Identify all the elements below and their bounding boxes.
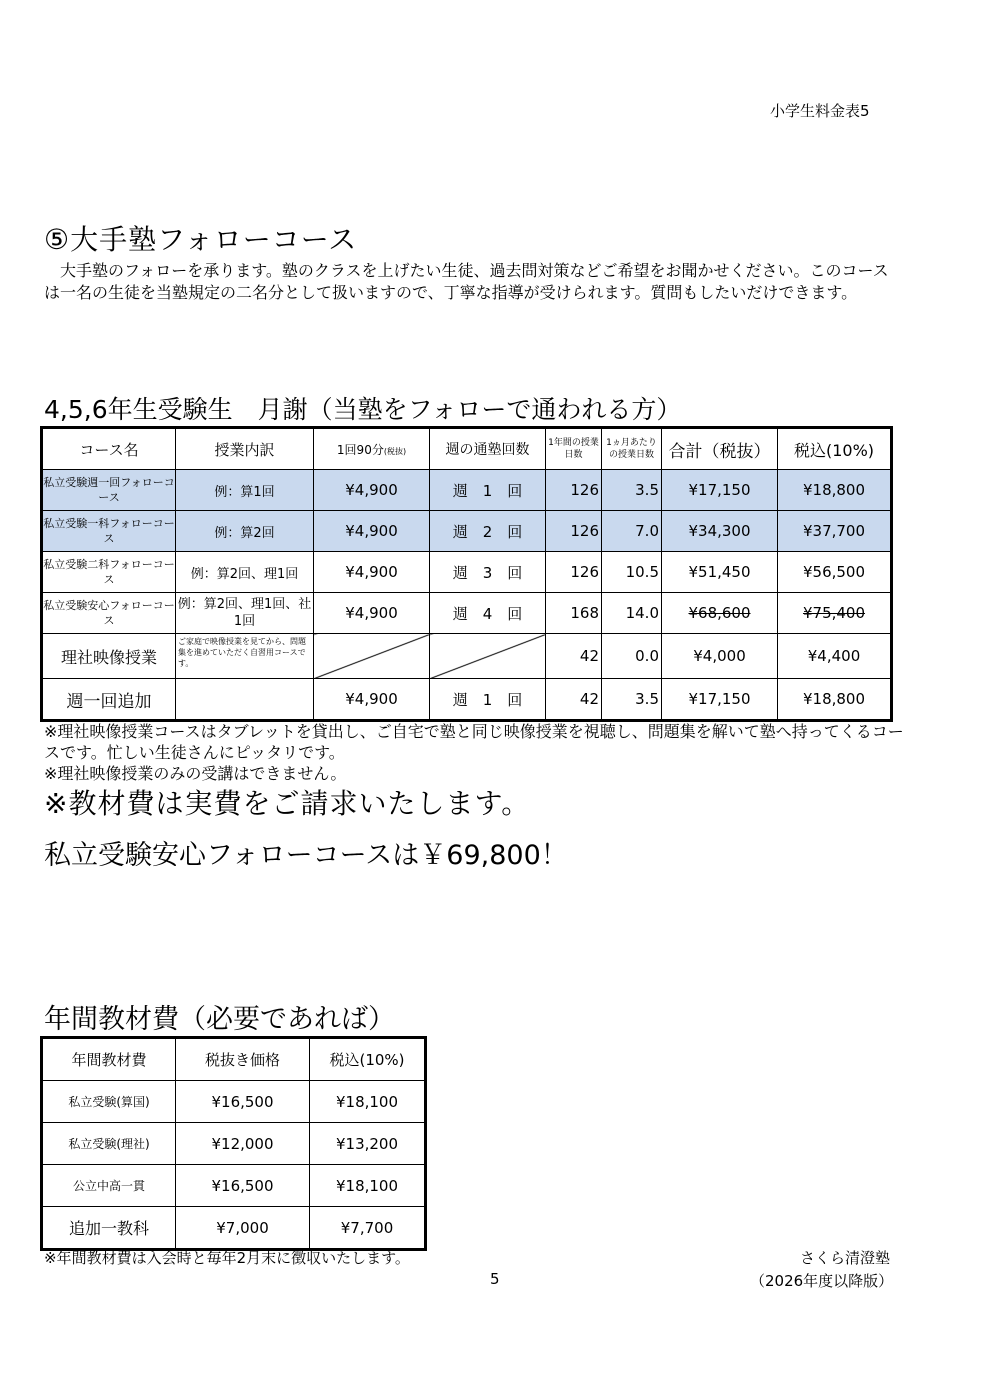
course-name: 私立受験週一回フォローコース <box>42 470 176 511</box>
weekly-count: 週 1 回 <box>430 470 546 511</box>
lesson-detail: 例：算2回 <box>176 511 314 552</box>
tax-included-price: ¥37,700 <box>778 511 892 552</box>
table-row <box>42 593 892 634</box>
section-title: ⑤大手塾フォローコース <box>44 223 358 256</box>
total-price: ¥34,300 <box>662 511 778 552</box>
school-name: さくら清澄塾 <box>800 1249 891 1267</box>
days-per-month: 7.0 <box>602 511 662 552</box>
course-name: 私立受験安心フォローコース <box>42 593 176 634</box>
table-row <box>42 1081 426 1123</box>
material-cost-notice: ※教材費は実費をご請求いたします。 <box>44 787 531 820</box>
days-per-year: 42 <box>546 679 602 721</box>
table-row <box>42 1165 426 1207</box>
table-row <box>42 1207 426 1250</box>
weekly-count: 週 3 回 <box>430 552 546 593</box>
tax-included-price: ¥18,800 <box>778 470 892 511</box>
header-course-name: コース名 <box>42 428 176 470</box>
tax-included-price: ¥4,400 <box>778 634 892 679</box>
weekly-count-empty <box>430 634 546 679</box>
header-days-per-year: 1年間の授業日数 <box>546 428 602 470</box>
days-per-year: 42 <box>546 634 602 679</box>
per-lesson-price: ¥4,900 <box>314 511 430 552</box>
material-name: 追加一教科 <box>42 1207 176 1250</box>
total-price: ¥51,450 <box>662 552 778 593</box>
material-name: 公立中高一貫 <box>42 1165 176 1207</box>
course-name: 私立受験一科フォローコース <box>42 511 176 552</box>
material-tax-included: ¥13,200 <box>310 1123 426 1165</box>
total-price: ¥17,150 <box>662 679 778 721</box>
notes-block <box>44 721 904 784</box>
lesson-detail: ご家庭で映像授業を見てから、問題集を進めていただく自習用コースです。 <box>176 634 314 679</box>
header-per-lesson <box>314 428 430 470</box>
header-per-lesson-label: 1回90分 <box>336 443 384 457</box>
table-row <box>42 470 892 511</box>
per-lesson-price: ¥4,900 <box>314 552 430 593</box>
header-price: 税抜き価格 <box>176 1038 310 1081</box>
course-name: 週一回追加 <box>42 679 176 721</box>
material-name: 私立受験(算国) <box>42 1081 176 1123</box>
header-weekly-count: 週の通塾回数 <box>430 428 546 470</box>
footer-note: ※年間教材費は入会時と毎年2月末に徴収いたします。 <box>44 1249 410 1267</box>
tax-included-price: ¥56,500 <box>778 552 892 593</box>
days-per-month: 3.5 <box>602 470 662 511</box>
material-price: ¥12,000 <box>176 1123 310 1165</box>
material-price: ¥16,500 <box>176 1165 310 1207</box>
total-price: ¥17,150 <box>662 470 778 511</box>
weekly-count: 週 2 回 <box>430 511 546 552</box>
per-lesson-price-empty <box>314 634 430 679</box>
tax-included-price: ¥75,400 <box>778 593 892 634</box>
header-tax-included: 税込(10%) <box>778 428 892 470</box>
fee-table-header-row <box>42 428 892 470</box>
header-total: 合計（税抜） <box>662 428 778 470</box>
course-name: 私立受験二科フォローコース <box>42 552 176 593</box>
per-lesson-price: ¥4,900 <box>314 593 430 634</box>
header-per-lesson-tax-note: (税抜) <box>383 447 407 456</box>
days-per-year: 126 <box>546 552 602 593</box>
days-per-year: 126 <box>546 470 602 511</box>
total-price: ¥68,600 <box>662 593 778 634</box>
header-days-per-month: 1ヵ月あたりの授業日数 <box>602 428 662 470</box>
days-per-month: 0.0 <box>602 634 662 679</box>
material-tax-included: ¥7,700 <box>310 1207 426 1250</box>
note-video-course: ※理社映像授業コースはタブレットを貸出し、ご自宅で塾と同じ映像授業を視聴し、問題集を解いて塾へ持ってくるコースです。忙しい生徒さんにピッタリです。 <box>44 722 904 762</box>
header-tax-included: 税込(10%) <box>310 1038 426 1081</box>
material-table <box>40 1036 427 1251</box>
weekly-count: 週 1 回 <box>430 679 546 721</box>
material-table-header-row <box>42 1038 426 1081</box>
total-price: ¥4,000 <box>662 634 778 679</box>
tax-included-price: ¥18,800 <box>778 679 892 721</box>
course-name: 理社映像授業 <box>42 634 176 679</box>
table-row <box>42 634 892 679</box>
page-number: 5 <box>490 1270 500 1288</box>
lesson-detail <box>176 679 314 721</box>
material-price: ¥16,500 <box>176 1081 310 1123</box>
table-row <box>42 679 892 721</box>
promo-text: 私立受験安心フォローコースは￥69,800！ <box>44 840 568 871</box>
days-per-month: 14.0 <box>602 593 662 634</box>
header-material: 年間教材費 <box>42 1038 176 1081</box>
material-tax-included: ¥18,100 <box>310 1165 426 1207</box>
days-per-year: 126 <box>546 511 602 552</box>
note-video-only: ※理社映像授業のみの受講はできません。 <box>44 764 347 783</box>
table-row <box>42 1123 426 1165</box>
days-per-month: 10.5 <box>602 552 662 593</box>
material-name: 私立受験(理社) <box>42 1123 176 1165</box>
header-lesson-detail: 授業内訳 <box>176 428 314 470</box>
page-header-label: 小学生料金表5 <box>770 102 870 120</box>
lesson-detail: 例：算2回、理1回、社1回 <box>176 593 314 634</box>
table-row <box>42 552 892 593</box>
material-fee-title: 年間教材費（必要であれば） <box>44 1004 395 1035</box>
days-per-month: 3.5 <box>602 679 662 721</box>
table-row <box>42 511 892 552</box>
days-per-year: 168 <box>546 593 602 634</box>
monthly-fee-title: 4,5,6年生受験生 月謝（当塾をフォローで通われる方） <box>44 395 682 424</box>
intro-paragraph: 大手塾のフォローを承ります。塾のクラスを上げたい生徒、過去問対策などご希望をお聞かせください。このコースは一名の生徒を当塾規定の二名分として扱いますので、丁寧な指導が受けられます。質問もしたいだけできます。 <box>44 261 889 302</box>
per-lesson-price: ¥4,900 <box>314 470 430 511</box>
fee-table <box>40 426 893 722</box>
material-price: ¥7,000 <box>176 1207 310 1250</box>
material-tax-included: ¥18,100 <box>310 1081 426 1123</box>
lesson-detail: 例：算2回、理1回 <box>176 552 314 593</box>
weekly-count: 週 4 回 <box>430 593 546 634</box>
per-lesson-price: ¥4,900 <box>314 679 430 721</box>
lesson-detail: 例：算1回 <box>176 470 314 511</box>
edition-label: （2026年度以降版） <box>750 1272 894 1290</box>
